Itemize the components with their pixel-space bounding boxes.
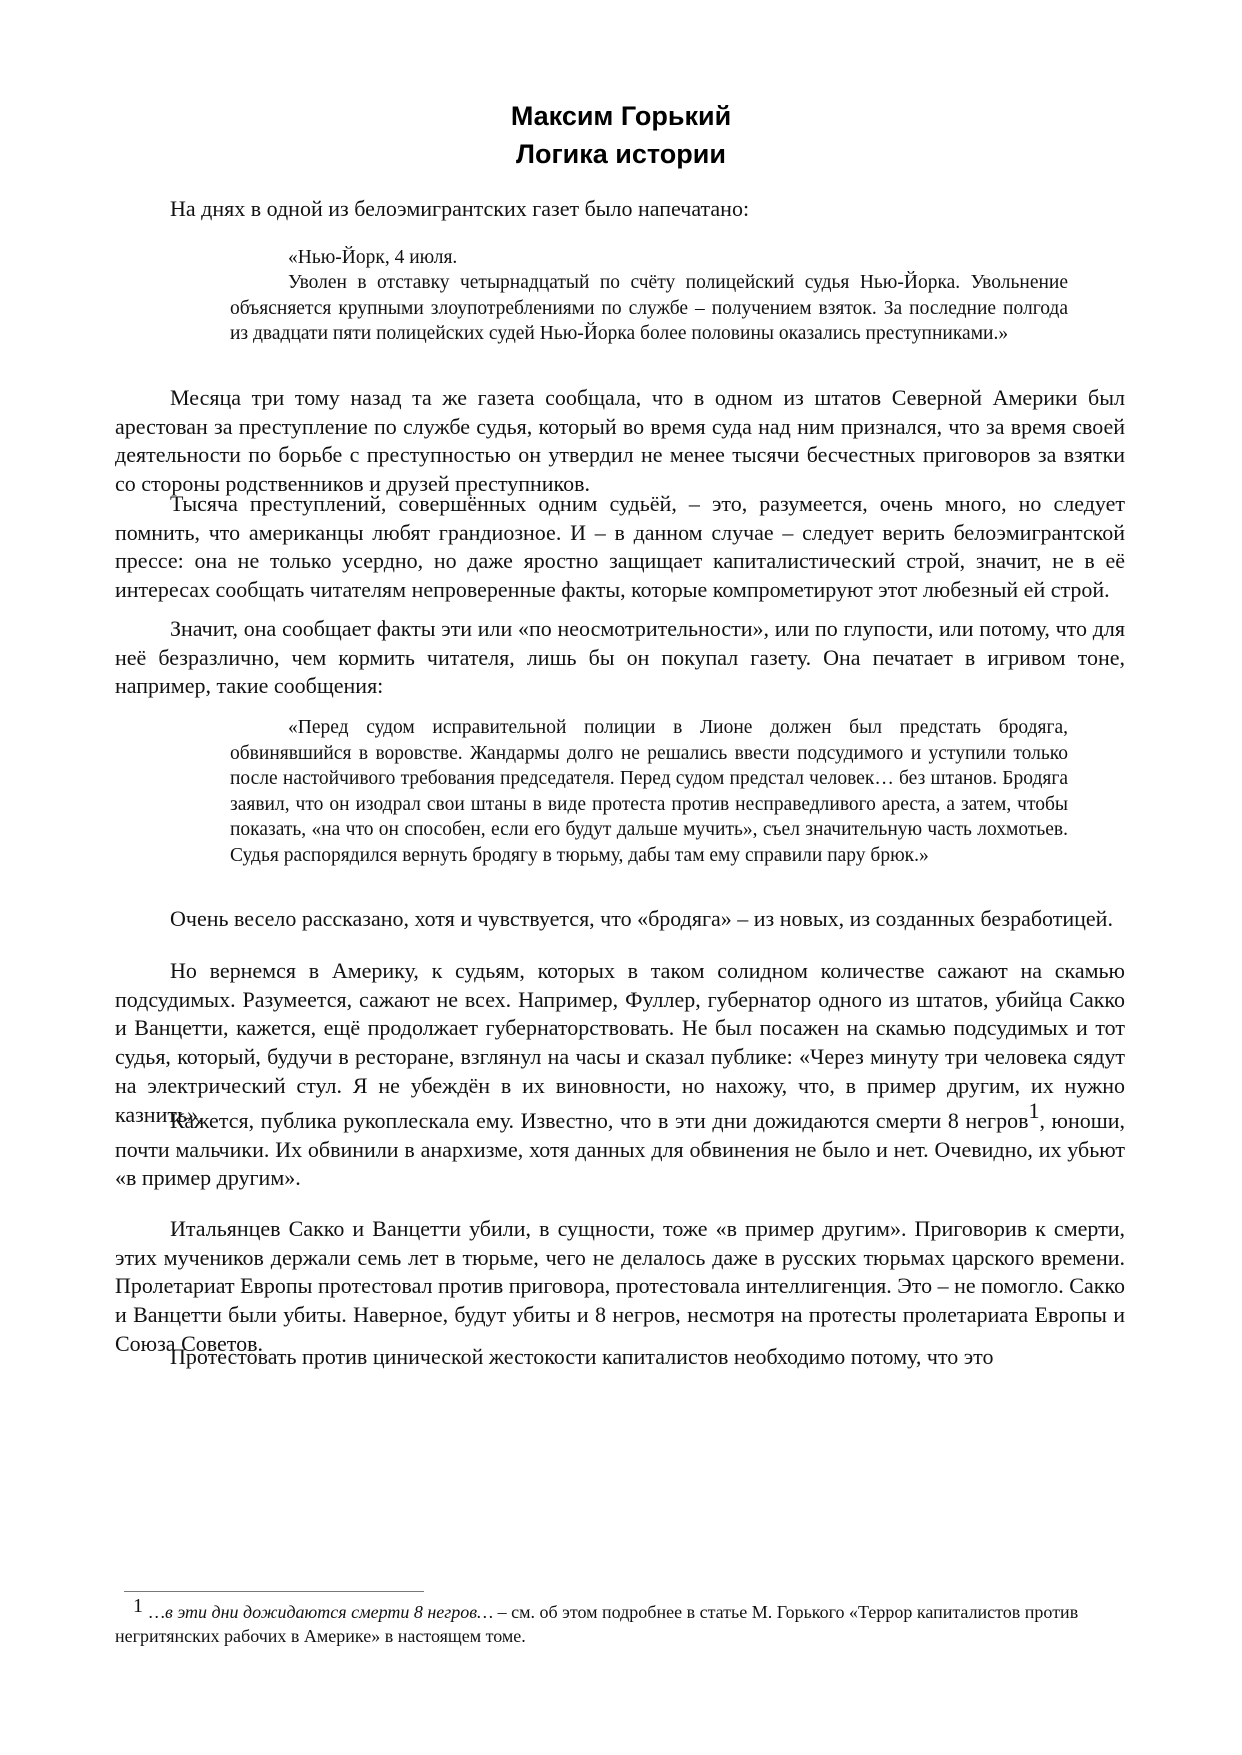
footnote-number: 1 [133, 1595, 143, 1617]
paragraph-text: , юноши, почти мальчики. Их обвинили в анархизме, хотя данных для обвинения не было и нет. Очевидно, их убьют «в пример другим». [115, 1108, 1125, 1191]
paragraph: Очень весело рассказано, хотя и чувствуется, что «бродяга» – из новых, из созданных безработицей. [170, 906, 1113, 931]
footnote-text: – см. об этом подробнее в статье М. Горького «Террор капиталистов против негритянских рабочих в Америке» в настоящем томе. [115, 1602, 1079, 1646]
intro-paragraph: На днях в одной из белоэмигрантских газет было напечатано: [170, 196, 750, 221]
footnote [115, 1595, 1175, 1648]
paragraph: Месяца три тому назад та же газета сообщала, что в одном из штатов Северной Америки был арестован за преступление по службе судья, который во время суда над ним признался, что за время своей деятельности по борьбе с преступностью он утвердил не менее тысячи бесчестных приговоров за взятки со стороны родственников и друзей преступников. [115, 385, 1125, 497]
paragraph: Значит, она сообщает факты эти или «по неосмотрительности», или по глупости, или потому, что для неё безразлично, чем кормить читателя, лишь бы он покупал газету. Она печатает в игривом тоне, например, такие сообщения: [115, 616, 1125, 699]
paragraph: Тысяча преступлений, совершённых одним судьёй, – это, разумеется, очень много, но следует помнить, что американцы любят грандиозное. И – в данном случае – следует верить белоэмигрантской прессе: она не только усердно, но даже яростно защищает капиталистический строй, значит, не в её интересах сообщать читателям непроверенные факты, которые компрометируют этот любезный ей строй. [115, 491, 1125, 603]
footnote-reference[interactable]: 1 [1028, 1098, 1040, 1124]
footnote-separator [124, 1591, 424, 1592]
paragraph: Но вернемся в Америку, к судьям, которых в таком солидном количестве сажают на скамью подсудимых. Разумеется, сажают не всех. Например, Фуллер, губернатор одного из штатов, убийца Сакко и Ванцетти, кажется, ещё продолжает губернаторствовать. Не был посажен на скамью подсудимых и тот судья, который, будучи в ресторане, взглянул на часы и сказал публике: «Через минуту три человека сядут на электрический стул. Я не убеждён в их виновности, но нахожу, что, в пример другим, их нужно казнить». [115, 958, 1125, 1127]
quote-text: Уволен в отставку четырнадцатый по счёту полицейский судья Нью-Йорка. Увольнение объясняется крупными злоупотреблениями по службе – получением взяток. За последние полгода из двадцати пяти полицейских судей Нью-Йорка более половины оказались преступниками.» [230, 272, 1068, 344]
page-title: Логика истории [516, 139, 726, 169]
paragraph: Протестовать против цинической жестокости капиталистов необходимо потому, что это [170, 1344, 994, 1369]
quote-dateline: «Нью-Йорк, 4 июля. [288, 247, 458, 268]
author-name: Максим Горький [510, 101, 732, 131]
footnote-quote: …в эти дни дожидаются смерти 8 негров… [149, 1602, 494, 1622]
paragraph-with-footnote [115, 1098, 1125, 1193]
quote-block-lyon: «Перед судом исправительной полиции в Лионе должен был предстать бродяга, обвинявшийся в воровстве. Жандармы долго не решались ввести подсудимого и уступили только после настойчивого требования председателя. Перед судом предстал человек… без штанов. Бродяга заявил, что он изодрал свои штаны в виде протеста против несправедливого ареста, а затем, чтобы показать, «на что он способен, если его будут дальше мучить», съел значительную часть лохмотьев. Судья распорядился вернуть бродягу в тюрьму, дабы там ему справили пару брюк.» [230, 717, 1068, 866]
paragraph: Итальянцев Сакко и Ванцетти убили, в сущности, тоже «в пример другим». Приговорив к смерти, этих мучеников держали семь лет в тюрьме, чего не делалось даже в русских тюрьмах царского времени. Пролетариат Европы протестовал против приговора, протестовала интеллигенция. Это – не помогло. Сакко и Ванцетти были убиты. Наверное, будут убиты и 8 негров, несмотря на протесты пролетариата Европы и Союза Советов. [115, 1216, 1125, 1356]
paragraph-text: Кажется, публика рукоплескала ему. Известно, что в эти дни дожидаются смерти 8 негров [170, 1108, 1029, 1133]
